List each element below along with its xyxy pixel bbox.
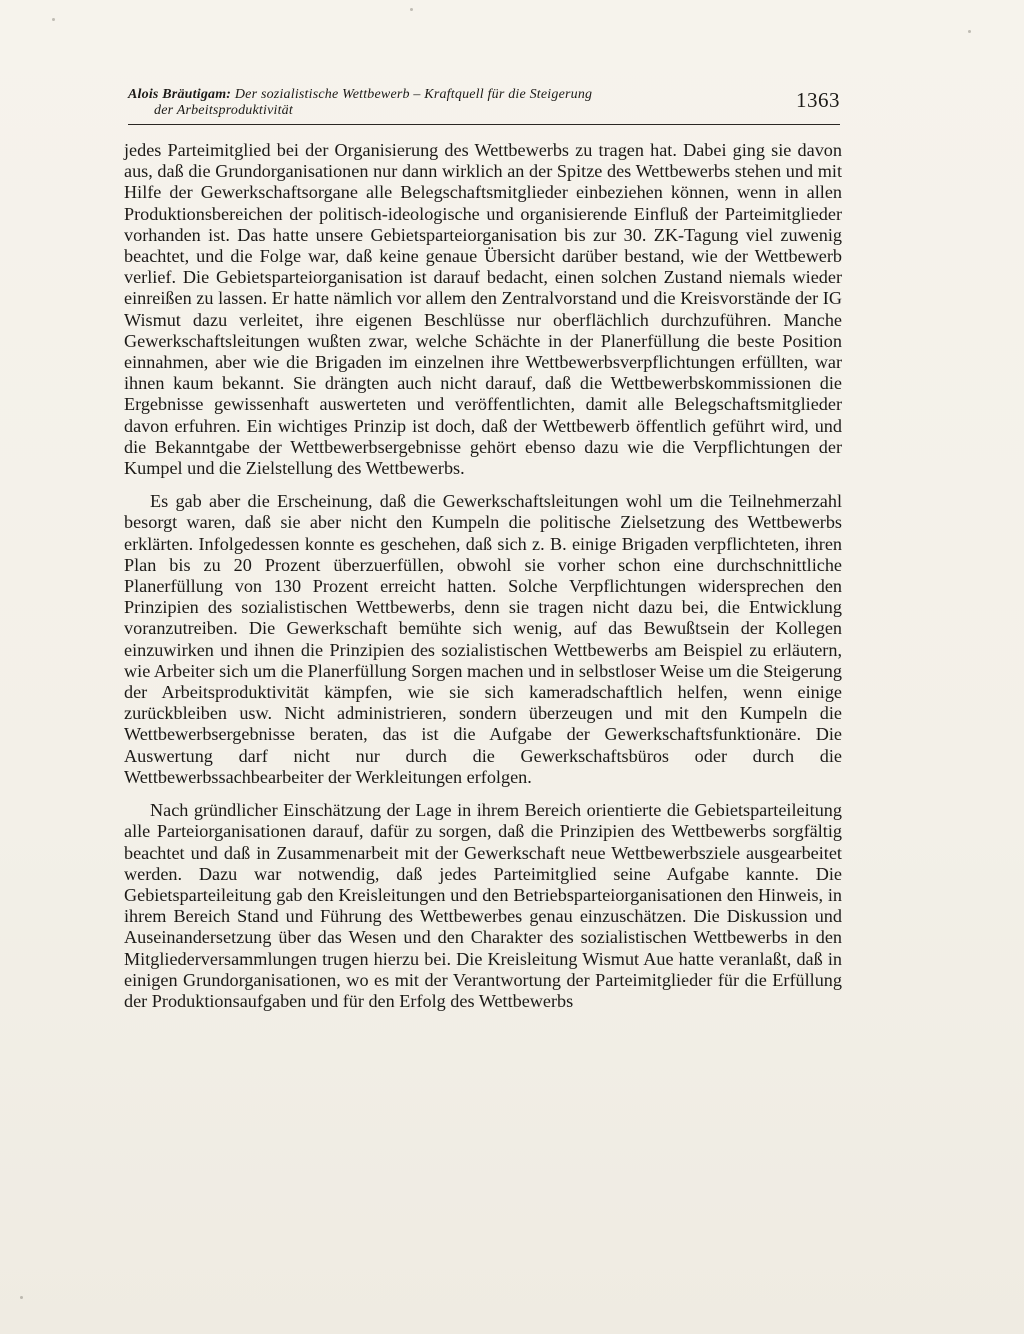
scan-speck	[52, 18, 55, 21]
header-rule	[128, 124, 840, 125]
running-head-title-line2: der Arbeitsproduktivität	[154, 103, 293, 118]
scan-speck	[410, 8, 413, 11]
body-text	[124, 140, 842, 1012]
running-head-author: Alois Bräutigam:	[128, 87, 232, 102]
paragraph-3: Nach gründlicher Einschätzung der Lage in ihrem Bereich orientierte die Gebietsparteileitung alle Parteiorganisationen darauf, dafür zu sorgen, daß die Prinzipien des Wettbewerbs sorgfältig beachtet und daß in Zusammenarbeit mit der Gewerkschaft neue Wettbewerbsziele ausgearbeitet werden. Dazu war notwendig, daß jedes Parteimitglied seine Aufgabe kannte. Die Gebietsparteileitung gab den Kreisleitungen und den Betriebsparteiorganisationen den Hinweis, in ihrem Bereich Stand und Führung des Wettbewerbes genau einzuschätzen. Die Diskussion und Auseinandersetzung über das Wesen und den Charakter des sozialistischen Wettbewerbs in den Mitgliederversammlungen trugen hierzu bei. Die Kreisleitung Wismut Aue hatte veranlaßt, daß in einigen Grundorganisationen, wo es mit der Verantwortung der Parteimitglieder für die Erfüllung der Produktionsaufgaben und für den Erfolg des Wettbewerbs	[124, 800, 842, 1011]
paragraph-2: Es gab aber die Erscheinung, daß die Gewerkschaftsleitungen wohl um die Teilnehmerzahl besorgt waren, daß sie aber nicht den Kumpeln die politische Zielsetzung des Wettbewerbs erklärten. Infolgedessen konnte es geschehen, daß sich z. B. einige Brigaden verpflichteten, ihren Plan bis zu 20 Prozent überzuerfüllen, obwohl sie vorher schon eine durchschnittliche Planerfüllung von 130 Prozent erreicht hatten. Solche Verpflichtungen widersprechen den Prinzipien des sozialistischen Wettbewerbs, denn sie tragen nicht dazu bei, die Entwicklung voranzutreiben. Die Gewerkschaft bemühte sich wenig, auf das Bewußtsein der Kollegen einzuwirken und ihnen die Prinzipien des sozialistischen Wettbewerbs am Beispiel zu erläutern, wie Arbeiter sich um die Planerfüllung Sorgen machen und in selbstloser Weise um die Steigerung der Arbeitsproduktivität kämpfen, wie sie sich kameradschaftlich helfen, wenn einige zurückbleiben usw. Nicht administrieren, sondern überzeugen und mit den Kumpeln die Wettbewerbsergebnisse beraten, das ist die Aufgabe der Gewerkschaftsfunktionäre. Die Auswertung darf nicht nur durch die Gewerkschaftsbüros oder durch die Wettbewerbssachbearbeiter der Werkleitungen erfolgen.	[124, 491, 842, 787]
scan-speck	[968, 30, 971, 33]
page-number: 1363	[796, 88, 840, 112]
running-head	[128, 87, 728, 119]
page-header	[128, 84, 840, 124]
paragraph-1: jedes Parteimitglied bei der Organisierung des Wettbewerbs zu tragen hat. Dabei ging sie davon aus, daß die Grundorganisationen nur dann wirklich an der Spitze des Wettbewerbs stehen und mit Hilfe der Gewerkschaftsorgane alle Belegschaftsmitglieder einbeziehen können, wenn in allen Produktionsbereichen der politisch-ideologische und organisierende Einfluß der Parteimitglieder vorhanden ist. Das hatte unsere Gebietsparteiorganisation bis zur 30. ZK-Tagung viel zuwenig beachtet, und die Folge war, daß keine genaue Übersicht darüber bestand, wie der Wettbewerb verlief. Die Gebietsparteiorganisation ist darauf bedacht, einen solchen Zustand niemals wieder einreißen zu lassen. Er hatte nämlich vor allem den Zentralvorstand und die Kreisvorstände der IG Wismut dazu verleitet, ihre eigenen Beschlüsse nur oberflächlich durchzuführen. Manche Gewerkschaftsleitungen wußten zwar, welche Schächte in der Planerfüllung die beste Position einnahmen, aber wie die Brigaden im einzelnen ihre Wettbewerbsverpflichtungen erfüllten, war ihnen kaum bekannt. Sie drängten auch nicht darauf, daß die Wettbewerbskommissionen die Ergebnisse gewissenhaft auswerteten und veröffentlichten, damit alle Belegschaftsmitglieder davon erfuhren. Ein wichtiges Prinzip ist doch, daß der Wettbewerb öffentlich geführt wird, und die Bekanntgabe der Wettbewerbsergebnisse gehört ebenso dazu wie die Verpflichtungen der Kumpel und die Zielstellung des Wettbewerbs.	[124, 140, 842, 479]
scan-speck	[20, 1296, 23, 1299]
running-head-title-line1: Der sozialistische Wettbewerb – Kraftquell für die Steigerung	[234, 87, 593, 102]
